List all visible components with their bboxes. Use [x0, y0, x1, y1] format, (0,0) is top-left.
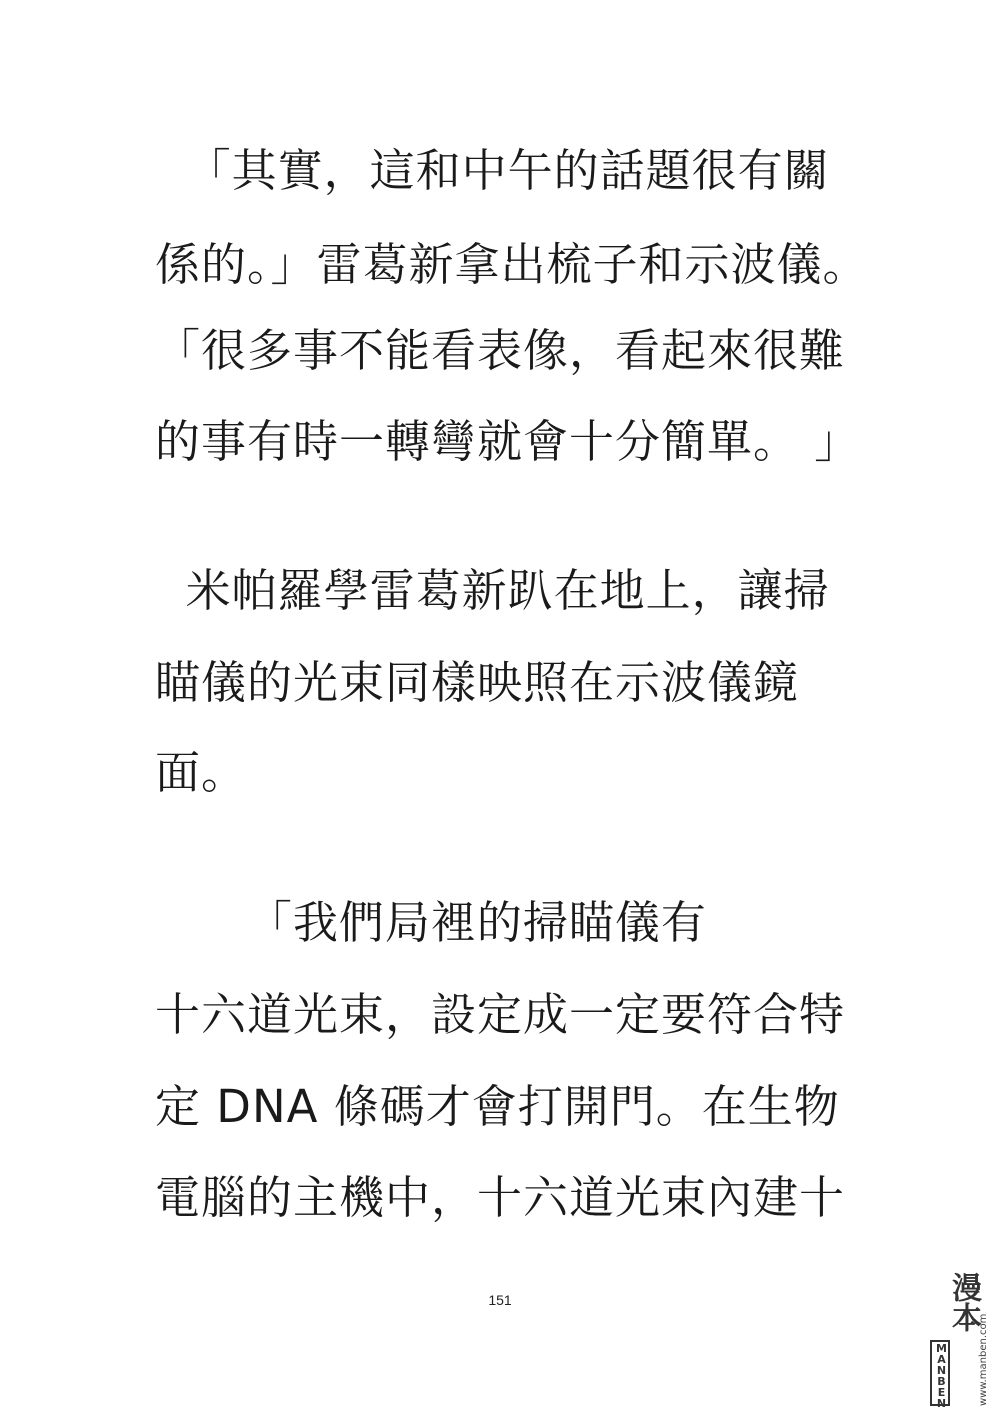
watermark-logo: [930, 1262, 992, 1408]
watermark-url: www.manben.com: [978, 1313, 989, 1406]
text-line: 十六道光束，設定成一定要符合特: [155, 988, 846, 1041]
text-line: 瞄儀的光束同樣映照在示波儀鏡: [155, 656, 800, 709]
page-number: 151: [488, 1292, 512, 1308]
text-line: 的事有時一轉彎就會十分簡單。 」: [155, 415, 861, 468]
text-line: 定 DNA 條碼才會打開門。在生物: [155, 1080, 840, 1133]
text-line: 面。: [155, 746, 248, 799]
text-line: 電腦的主機中，十六道光束內建十: [155, 1171, 846, 1224]
text-line: 係的。」雷葛新拿出梳子和示波儀。: [155, 238, 869, 291]
text-line: 「很多事不能看表像，看起來很難: [155, 324, 846, 377]
watermark-brand: 漫本: [946, 1272, 981, 1332]
watermark-box: MANBEN: [930, 1340, 950, 1406]
text-line: 「我們局裡的掃瞄儀有: [155, 896, 707, 949]
text-line: 米帕羅學雷葛新趴在地上，讓掃: [155, 564, 830, 617]
text-line: 「其實，這和中午的話題很有關: [155, 144, 830, 197]
